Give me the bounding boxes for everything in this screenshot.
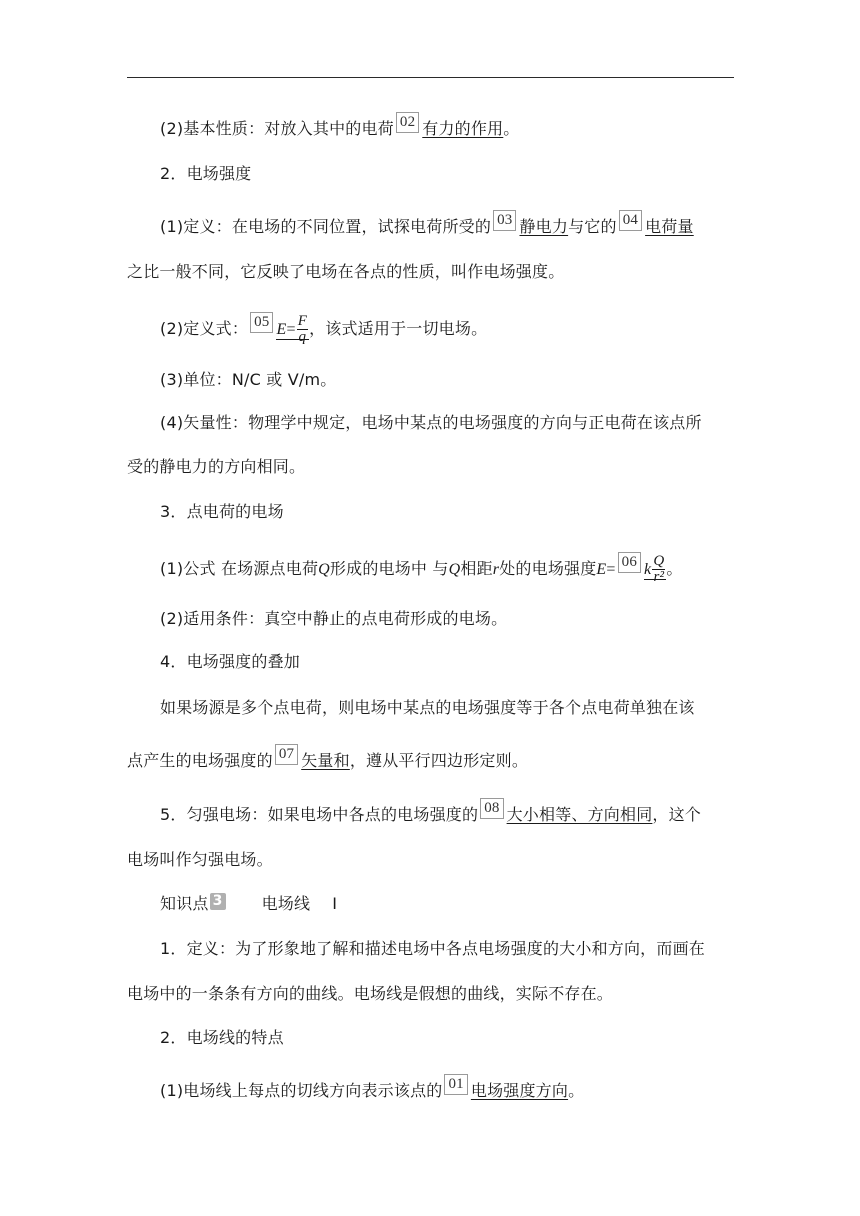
- formula-answer: [644, 553, 666, 585]
- section-heading: 2．电场线的特点: [160, 1028, 284, 1047]
- symbol: E: [276, 321, 287, 338]
- knowledge-point-badge: 3: [210, 893, 226, 910]
- text: 处的电场强度: [499, 559, 597, 578]
- blank-number: 04: [619, 210, 642, 231]
- symbol: =: [606, 561, 616, 578]
- answer: 电场强度方向: [470, 1081, 569, 1100]
- text: 。: [503, 119, 520, 138]
- formula-answer: [276, 313, 309, 345]
- symbol: =: [286, 321, 296, 338]
- paragraph: [127, 212, 734, 239]
- denominator: q: [298, 329, 307, 345]
- paragraph: (3)单位：N/C 或 V/m。: [160, 370, 337, 389]
- blank-number: 01: [444, 1074, 467, 1095]
- text: ，遵从平行四边形定则。: [349, 751, 529, 770]
- text: (1)电场线上每点的切线方向表示该点的: [160, 1081, 443, 1100]
- symbol: Q: [318, 561, 330, 578]
- blank-number: 07: [275, 744, 298, 765]
- answer: 电荷量: [645, 217, 694, 236]
- level-marker: Ⅰ: [332, 896, 338, 913]
- section-heading: 4．电场强度的叠加: [160, 652, 300, 671]
- paragraph: (2)适用条件：真空中静止的点电荷形成的电场。: [160, 609, 508, 628]
- text: (1)定义：在电场的不同位置，试探电荷所受的: [160, 217, 492, 236]
- symbol: Q: [448, 561, 461, 578]
- paragraph: 受的静电力的方向相同。: [127, 457, 306, 476]
- paragraph: [127, 114, 734, 141]
- text: ，该式适用于一切电场。: [309, 319, 488, 338]
- text: 形成的电场中 与: [329, 559, 449, 578]
- text: 。: [568, 1081, 585, 1100]
- section-heading: 2．电场强度: [160, 164, 252, 183]
- section-heading: 3．点电荷的电场: [160, 502, 284, 521]
- text: ，这个: [652, 805, 702, 824]
- numerator: Q: [653, 553, 665, 569]
- numerator: F: [297, 313, 308, 329]
- text: (1)公式 在场源点电荷: [160, 559, 319, 578]
- blank-number: 02: [396, 112, 419, 133]
- paragraph: [127, 746, 734, 773]
- text: 相距: [460, 559, 493, 578]
- text: 点产生的电场强度的: [127, 751, 273, 770]
- knowledge-point-heading: [127, 893, 734, 916]
- text: (2)基本性质：对放入其中的电荷: [160, 119, 394, 138]
- blank-number: 05: [250, 312, 273, 333]
- paragraph: (4)矢量性：物理学中规定，电场中某点的电场强度的方向与正电荷在该点所: [160, 413, 702, 432]
- symbol: k: [644, 561, 652, 578]
- text: 。: [666, 559, 683, 578]
- denominator: r²: [653, 569, 665, 585]
- knowledge-point-title: 电场线: [261, 894, 311, 913]
- fraction: [297, 314, 308, 345]
- formula-line: [127, 554, 734, 585]
- blank-number: 03: [493, 210, 516, 231]
- symbol: E: [596, 561, 607, 578]
- blank-number: 06: [618, 552, 641, 573]
- symbol: r: [492, 561, 500, 578]
- paragraph: 电场叫作匀强电场。: [127, 850, 273, 869]
- header-rule: [127, 77, 734, 78]
- paragraph: [127, 800, 734, 827]
- blank-number: 08: [480, 798, 503, 819]
- answer: 矢量和: [301, 751, 350, 770]
- text: 5．匀强电场：如果电场中各点的电场强度的: [160, 805, 479, 824]
- text: (2)定义式：: [160, 319, 249, 338]
- paragraph: 之比一般不同，它反映了电场在各点的性质，叫作电场强度。: [127, 262, 565, 281]
- answer: 静电力: [519, 217, 569, 236]
- fraction: [652, 554, 665, 585]
- paragraph: 1．定义：为了形象地了解和描述电场中各点电场强度的大小和方向，而画在: [160, 939, 705, 958]
- paragraph: 电场中的一条条有方向的曲线。电场线是假想的曲线，实际不存在。: [127, 984, 614, 1003]
- paragraph: [127, 1076, 734, 1103]
- answer: 大小相等、方向相同: [506, 805, 653, 824]
- paragraph: 如果场源是多个点电荷，则电场中某点的电场强度等于各个点电荷单独在该: [160, 698, 695, 717]
- text: 知识点: [160, 894, 209, 913]
- text: 与它的: [568, 217, 617, 236]
- answer: 有力的作用: [422, 119, 504, 138]
- formula-line: [127, 314, 734, 345]
